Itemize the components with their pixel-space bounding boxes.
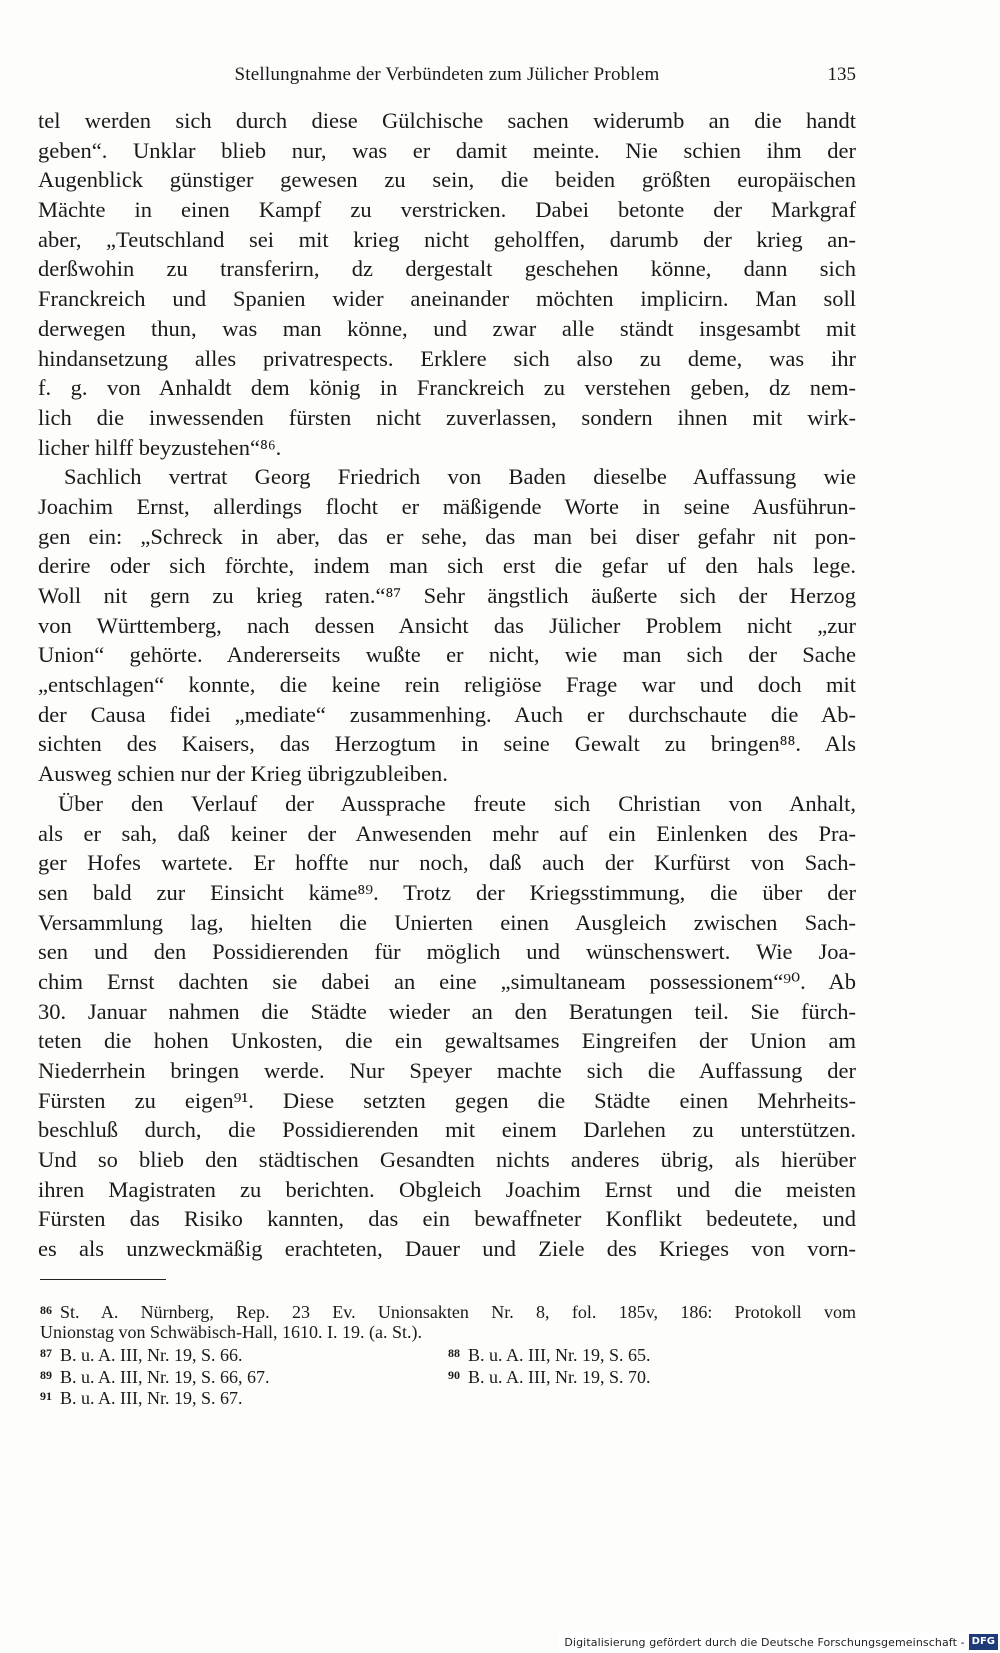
footnotes bbox=[40, 1300, 856, 1408]
text-line: Mächte in einen Kampf zu verstricken. Dabei betonte der Markgraf bbox=[38, 197, 856, 223]
footnote-divider bbox=[40, 1279, 166, 1280]
text-line: Über den Verlauf der Aussprache freute sich Christian von Anhalt, bbox=[58, 790, 856, 816]
text-line: derßwohin zu transferirn, dz dergestalt geschehen könne, dann sich bbox=[38, 256, 856, 282]
digitization-credit: Digitalisierung gefördert durch die Deutsche Forschungsgemeinschaft - bbox=[564, 1635, 965, 1649]
text-line: ger Hofes wartete. Er hoffte nur noch, daß auch der Kurfürst von Sach- bbox=[38, 850, 856, 876]
text-line: derire oder sich förchte, indem man sich erst die gefar uf den hals lege. bbox=[38, 553, 856, 579]
text-line: chim Ernst dachten sie dabei an eine „simultaneam possessionem“⁹⁰. Ab bbox=[38, 968, 856, 994]
text-line: Woll nit gern zu krieg raten.“⁸⁷ Sehr ängstlich äußerte sich der Herzog bbox=[38, 583, 856, 608]
footnote-89 bbox=[40, 1365, 448, 1387]
text-line: „entschlagen“ konnte, die keine rein religiöse Frage war und doch mit bbox=[38, 672, 856, 698]
text-line: Union“ gehörte. Andererseits wußte er nicht, wie man sich der Sache bbox=[38, 642, 856, 668]
footnote-number: 90 bbox=[448, 1367, 460, 1382]
text-line: Und so blieb den städtischen Gesandten nichts anderes übrig, als hierüber bbox=[38, 1147, 856, 1173]
footnote-row bbox=[40, 1386, 856, 1408]
text-line: derwegen thun, was man könne, und zwar alle ständt insgesambt mit bbox=[38, 315, 856, 341]
text-line: aber, „Teutschland sei mit krieg nicht geholffen, darumb der krieg an- bbox=[38, 226, 856, 252]
dfg-logo: DFG bbox=[969, 1634, 998, 1650]
text-line: ihren Magistraten zu berichten. Obgleich Joachim Ernst und die meisten bbox=[38, 1176, 856, 1202]
text-line: Niederrhein bringen werde. Nur Speyer machte sich die Auffassung der bbox=[38, 1058, 856, 1083]
footnote-text: B. u. A. III, Nr. 19, S. 70. bbox=[468, 1366, 651, 1387]
text-line: Ausweg schien nur der Krieg übrigzubleiben. bbox=[38, 761, 448, 787]
text-line: Fürsten das Risiko kannten, das ein bewaffneter Konflikt bedeutete, und bbox=[38, 1206, 856, 1232]
text-line: Versammlung lag, hielten die Unierten einen Ausgleich zwischen Sach- bbox=[38, 909, 856, 935]
footnote-number: 89 bbox=[40, 1367, 52, 1382]
footnote-text: St. A. Nürnberg, Rep. 23 Ev. Unionsakten Nr. 8, fol. 185v, 186: Protokoll vom bbox=[60, 1302, 856, 1322]
text-line: 30. Januar nahmen die Städte wieder an den Beratungen teil. Sie fürch- bbox=[38, 998, 856, 1024]
footnote-87 bbox=[40, 1343, 448, 1365]
page-number: 135 bbox=[827, 64, 856, 85]
footnote-number: 86 bbox=[40, 1303, 52, 1317]
text-line: teten die hohen Unkosten, die ein gewaltsames Eingreifen der Union am bbox=[38, 1028, 856, 1054]
text-line: von Württemberg, nach dessen Ansicht das Jülicher Problem nicht „zur bbox=[38, 612, 856, 638]
footnote-91 bbox=[40, 1386, 480, 1408]
footnote-text: B. u. A. III, Nr. 19, S. 66. bbox=[60, 1345, 243, 1365]
text-line: licher hilff beyzustehen“⁸⁶. bbox=[38, 434, 282, 460]
footnote-row bbox=[40, 1365, 856, 1387]
text-line: Franckreich und Spanien wider aneinander möchten implicirn. Man soll bbox=[38, 286, 856, 312]
text-line: tel werden sich durch diese Gülchische sachen widerumb an die handt bbox=[38, 108, 856, 133]
footnote-86 bbox=[40, 1300, 856, 1322]
footnote-number: 87 bbox=[40, 1346, 52, 1360]
footnote-row bbox=[40, 1343, 856, 1365]
running-title: Stellungnahme der Verbündeten zum Jülicher Problem bbox=[234, 64, 660, 85]
text-line: lich die inwessenden fürsten nicht zuverlassen, sondern ihnen mit wirk- bbox=[38, 404, 856, 430]
text-line: es als unzweckmäßig erachteten, Dauer und Ziele des Krieges von vorn- bbox=[38, 1236, 856, 1262]
text-line: Joachim Ernst, allerdings flocht er mäßigende Worte in seine Ausführun- bbox=[38, 493, 856, 519]
text-line: Fürsten zu eigen⁹¹. Diese setzten gegen die Städte einen Mehrheits- bbox=[38, 1087, 856, 1113]
footnote-text: B. u. A. III, Nr. 19, S. 66, 67. bbox=[60, 1366, 270, 1387]
text-line: der Causa fidei „mediate“ zusammenhing. Auch er durchschaute die Ab- bbox=[38, 701, 856, 727]
footnote-88 bbox=[448, 1343, 856, 1365]
running-header bbox=[38, 64, 856, 94]
text-line: sen und den Possidierenden für möglich und wünschenswert. Wie Joa- bbox=[38, 939, 856, 965]
text-line: als er sah, daß keiner der Anwesenden mehr auf ein Einlenken des Pra- bbox=[38, 820, 856, 846]
footnote-number: 88 bbox=[448, 1346, 460, 1360]
footnote-86-continued: Unionstag von Schwäbisch-Hall, 1610. I. 19. (a. St.). bbox=[40, 1321, 422, 1342]
footnote-text: B. u. A. III, Nr. 19, S. 65. bbox=[468, 1345, 651, 1365]
text-line: sen bald zur Einsicht käme⁸⁹. Trotz der Kriegsstimmung, die über der bbox=[38, 879, 856, 905]
footnote-text: B. u. A. III, Nr. 19, S. 67. bbox=[60, 1388, 243, 1408]
text-line: gen ein: „Schreck in aber, das er sehe, das man bei diser gefahr nit pon- bbox=[38, 523, 856, 549]
text-line: sichten des Kaisers, das Herzogtum in seine Gewalt zu bringen⁸⁸. Als bbox=[38, 731, 856, 757]
text-line: hindansetzung alles privatrespects. Erklere sich also zu deme, was ihr bbox=[38, 345, 856, 371]
text-line: Augenblick günstiger gewesen zu sein, die beiden größten europäischen bbox=[38, 167, 856, 193]
footnote-90 bbox=[448, 1365, 856, 1387]
footnote-number: 91 bbox=[40, 1389, 52, 1403]
digitization-credit-banner bbox=[558, 1631, 1000, 1653]
text-line: f. g. von Anhaldt dem könig in Franckreich zu verstehen geben, dz nem- bbox=[38, 375, 856, 401]
text-line: geben“. Unklar blieb nur, was er damit meinte. Nie schien ihm der bbox=[38, 137, 856, 163]
body-text bbox=[38, 106, 856, 1264]
text-line: Sachlich vertrat Georg Friedrich von Baden dieselbe Auffassung wie bbox=[64, 464, 856, 490]
text-line: beschluß durch, die Possidierenden mit einem Darlehen zu unterstützen. bbox=[38, 1117, 856, 1143]
